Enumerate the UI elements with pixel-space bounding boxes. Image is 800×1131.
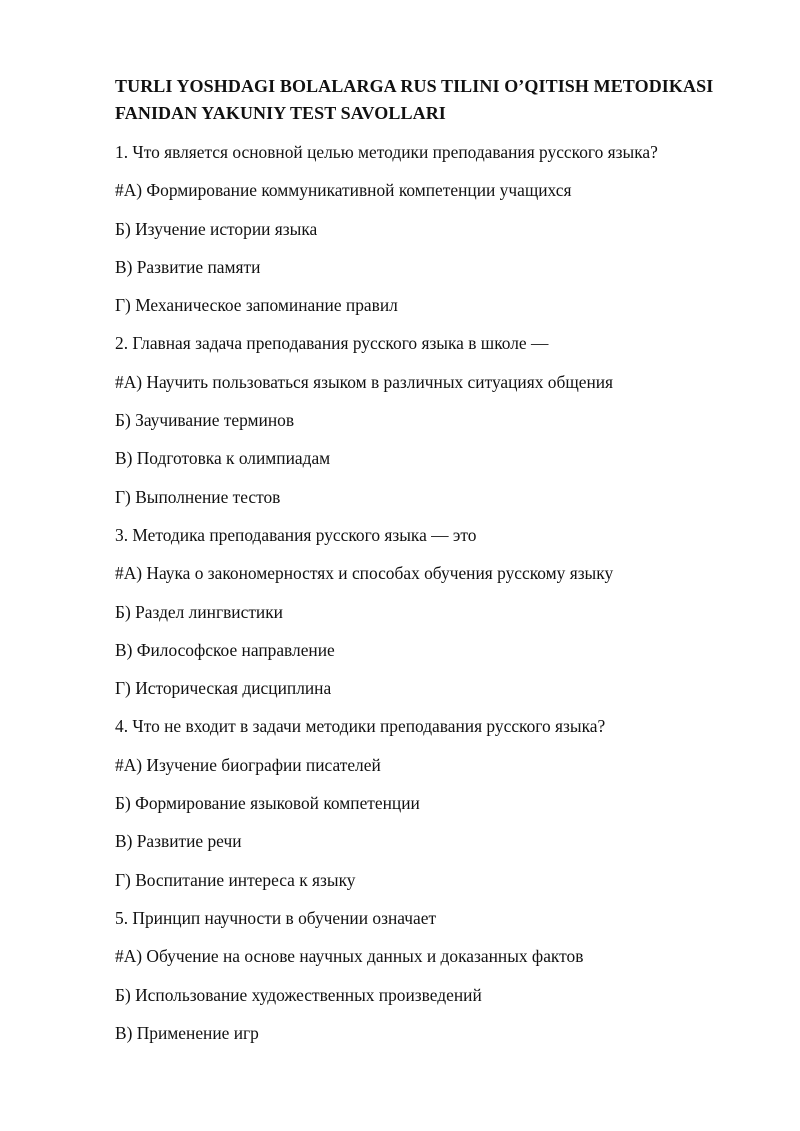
answer-5v: В) Применение игр (115, 1022, 259, 1043)
answer-4v: В) Развитие речи (115, 831, 242, 852)
answer-4b: Б) Формирование языковой компетенции (115, 793, 420, 814)
answer-1a-correct: #А) Формирование коммуникативной компетенции учащихся (115, 180, 572, 201)
question-5: 5. Принцип научности в обучении означает (115, 907, 437, 928)
answer-5a-correct: #А) Обучение на основе научных данных и доказанных фактов (115, 946, 584, 967)
document-title (115, 73, 775, 127)
answer-2b: Б) Заучивание терминов (115, 410, 295, 431)
title-line-1: TURLI YOSHDAGI BOLALARGA RUS TILINI O’QITISH METODIKASI (115, 76, 714, 96)
answer-2a-correct: #А) Научить пользоваться языком в различных ситуациях общения (115, 371, 614, 392)
answer-1v: В) Развитие памяти (115, 256, 261, 277)
answer-5b: Б) Использование художественных произведений (115, 984, 482, 1005)
answer-2g: Г) Выполнение тестов (115, 486, 281, 507)
question-list (115, 140, 775, 1059)
question-4: 4. Что не входит в задачи методики преподавания русского языка? (115, 716, 606, 737)
answer-2v: В) Подготовка к олимпиадам (115, 448, 331, 469)
question-3: 3. Методика преподавания русского языка — это (115, 524, 477, 545)
question-1: 1. Что является основной целью методики преподавания русского языка? (115, 142, 658, 162)
answer-3g: Г) Историческая дисциплина (115, 678, 332, 699)
question-2: 2. Главная задача преподавания русского языка в школе — (115, 333, 549, 354)
answer-3a-correct: #А) Наука о закономерностях и способах обучения русскому языку (115, 563, 614, 584)
answer-3v: В) Философское направление (115, 639, 335, 660)
answer-1b: Б) Изучение истории языка (115, 218, 318, 239)
answer-4a-correct: #А) Изучение биографии писателей (115, 754, 381, 775)
title-line-2: FANIDAN YAKUNIY TEST SAVOLLARI (115, 103, 446, 123)
answer-1g: Г) Механическое запоминание правил (115, 295, 398, 316)
answer-3b: Б) Раздел лингвистики (115, 601, 283, 622)
answer-4g: Г) Воспитание интереса к языку (115, 869, 356, 890)
